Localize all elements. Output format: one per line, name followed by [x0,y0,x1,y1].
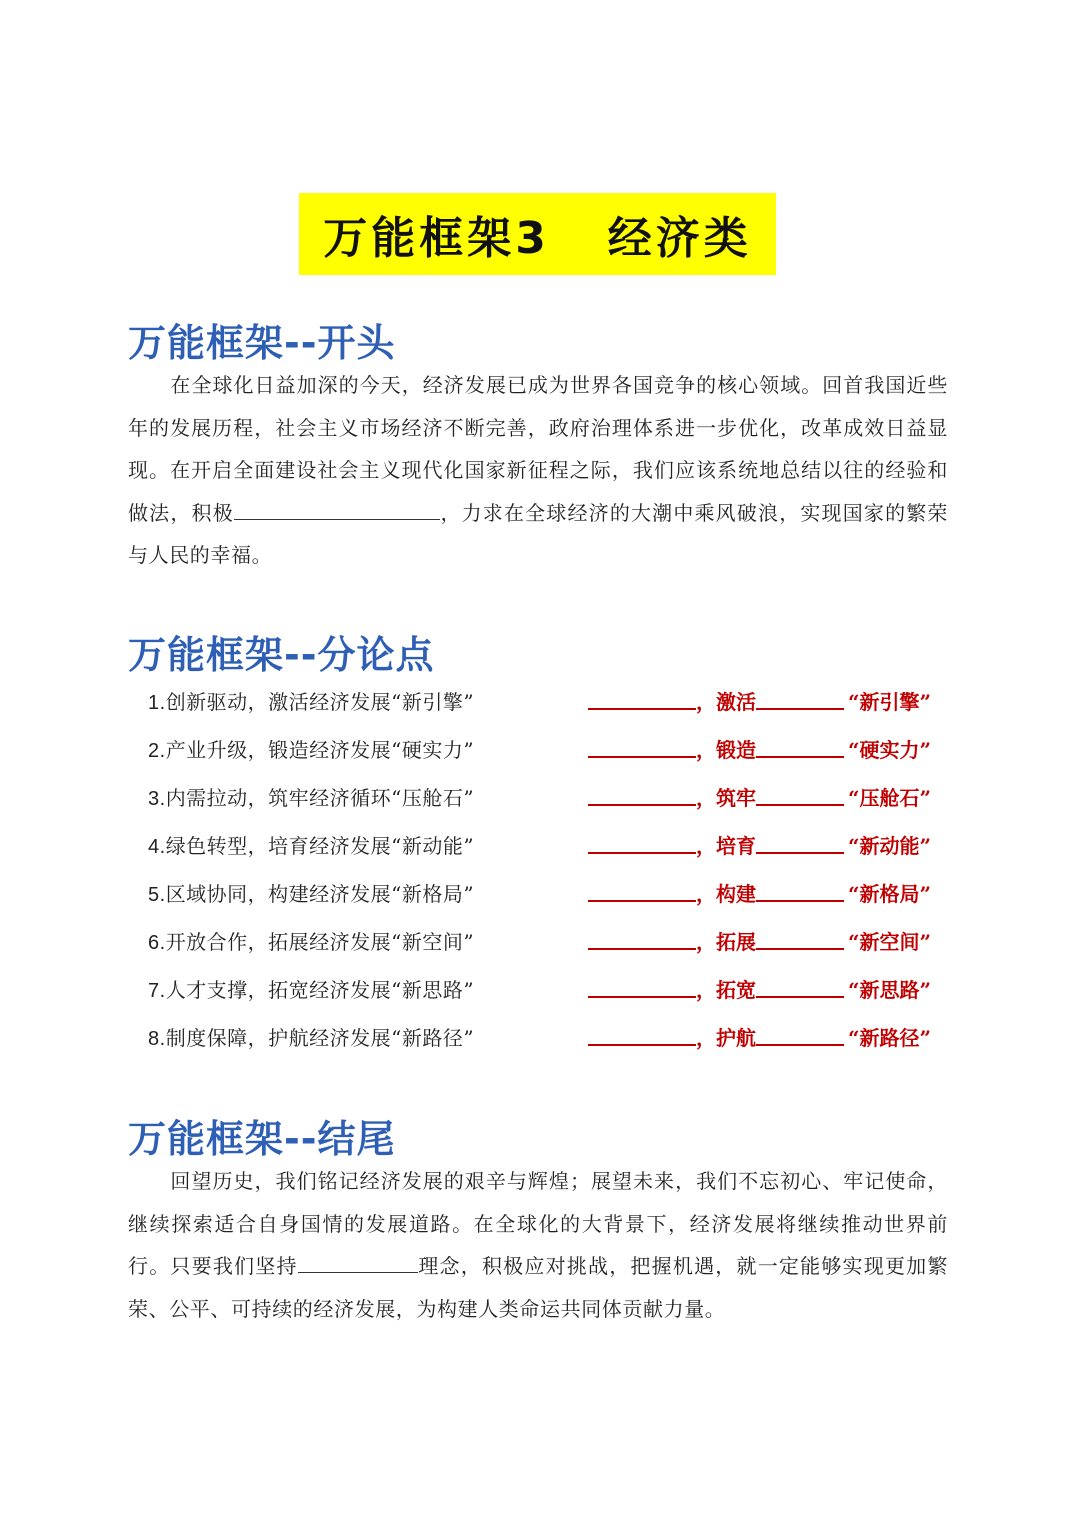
closing-blank [298,1271,418,1273]
point-number: 8. [148,1027,166,1050]
opening-heading: 万能框架--开头 [128,321,396,365]
point-verb: ，拓宽 [696,977,756,1002]
point-template [588,776,931,816]
point-label [148,782,588,811]
point-text: 人才支撑，拓宽经济发展“新思路” [165,977,475,1002]
point-template [588,920,931,960]
point-row [148,680,950,720]
point-text: 创新驱动，激活经济发展“新引擎” [165,689,475,714]
title-banner [299,193,776,275]
point-verb: ，构建 [696,881,756,906]
point-template [588,1016,931,1056]
point-blank-1 [588,690,696,710]
point-number: 4. [148,835,166,858]
point-text: 区域协同，构建经济发展“新格局” [165,881,475,906]
point-verb: ，激活 [696,689,756,714]
point-target: “新空间” [848,929,932,954]
point-blank-2 [756,738,844,758]
point-number: 7. [148,979,166,1002]
point-blank-2 [756,834,844,854]
point-target: “新动能” [848,833,932,858]
point-blank-1 [588,978,696,998]
opening-paragraph [128,364,948,577]
point-label [148,878,588,907]
point-target: “新格局” [848,881,932,906]
point-target: “新引擎” [848,689,932,714]
point-text: 绿色转型，培育经济发展“新动能” [165,833,475,858]
point-text: 制度保障，护航经济发展“新路径” [165,1025,475,1050]
points-heading: 万能框架--分论点 [128,633,435,677]
point-verb: ，拓展 [696,929,756,954]
point-label [148,830,588,859]
point-blank-2 [756,882,844,902]
point-blank-1 [588,738,696,758]
point-template [588,680,931,720]
point-row [148,728,950,768]
point-row [148,968,950,1008]
point-row [148,824,950,864]
point-blank-1 [588,786,696,806]
point-verb: ，锻造 [696,737,756,762]
point-text: 开放合作，拓展经济发展“新空间” [165,929,475,954]
point-number: 2. [148,739,166,762]
point-label [148,1022,588,1051]
point-target: “压舱石” [848,785,932,810]
point-blank-1 [588,834,696,854]
point-label [148,926,588,955]
point-blank-1 [588,1026,696,1046]
point-number: 6. [148,931,166,954]
point-target: “新路径” [848,1025,932,1050]
point-blank-2 [756,786,844,806]
closing-paragraph [128,1160,948,1330]
closing-text-a: 回望历史，我们铭记经济发展的艰辛与辉煌；展望未来，我们不忘初心、牢记使命，继续探索适合自身国情的发展道路。在全球化的大背景下，经济发展将继续推动世界前行。只要我们坚持 [128,1169,948,1278]
point-blank-1 [588,930,696,950]
point-blank-2 [756,1026,844,1046]
opening-text-a: 在全球化日益加深的今天，经济发展已成为世界各国竞争的核心领域。回首我国近些年的发展历程，社会主义市场经济不断完善，政府治理体系进一步优化，改革成效日益显现。在开启全面建设社会主义现代化国家新征程之际，我们应该系统地总结以往的经验和做法，积极 [128,373,948,525]
point-verb: ，培育 [696,833,756,858]
point-text: 产业升级，锻造经济发展“硬实力” [165,737,475,762]
page-title: 万能框架3 经济类 [323,213,752,264]
point-template [588,728,931,768]
point-template [588,872,931,912]
point-label [148,686,588,715]
opening-blank [234,518,440,520]
point-row [148,1016,950,1056]
point-number: 5. [148,883,166,906]
point-number: 1. [148,691,166,714]
point-label [148,734,588,763]
opening-text-b: ，力求在全球经济的大潮中乘风破浪，实现国家的繁荣与人民的幸福。 [128,500,949,567]
point-template [588,824,931,864]
point-row [148,872,950,912]
point-target: “硬实力” [848,737,932,762]
point-verb: ，筑牢 [696,785,756,810]
point-blank-2 [756,690,844,710]
point-row [148,920,950,960]
point-blank-2 [756,930,844,950]
point-blank-2 [756,978,844,998]
point-label [148,974,588,1003]
point-verb: ，护航 [696,1025,756,1050]
point-row [148,776,950,816]
point-blank-1 [588,882,696,902]
point-text: 内需拉动，筑牢经济循环“压舱石” [165,785,475,810]
closing-text-b: 理念，积极应对挑战，把握机遇，就一定能够实现更加繁荣、公平、可持续的经济发展，为构建人类命运共同体贡献力量。 [128,1254,948,1321]
point-template [588,968,931,1008]
point-number: 3. [148,787,166,810]
closing-heading: 万能框架--结尾 [128,1117,396,1161]
point-target: “新思路” [848,977,932,1002]
